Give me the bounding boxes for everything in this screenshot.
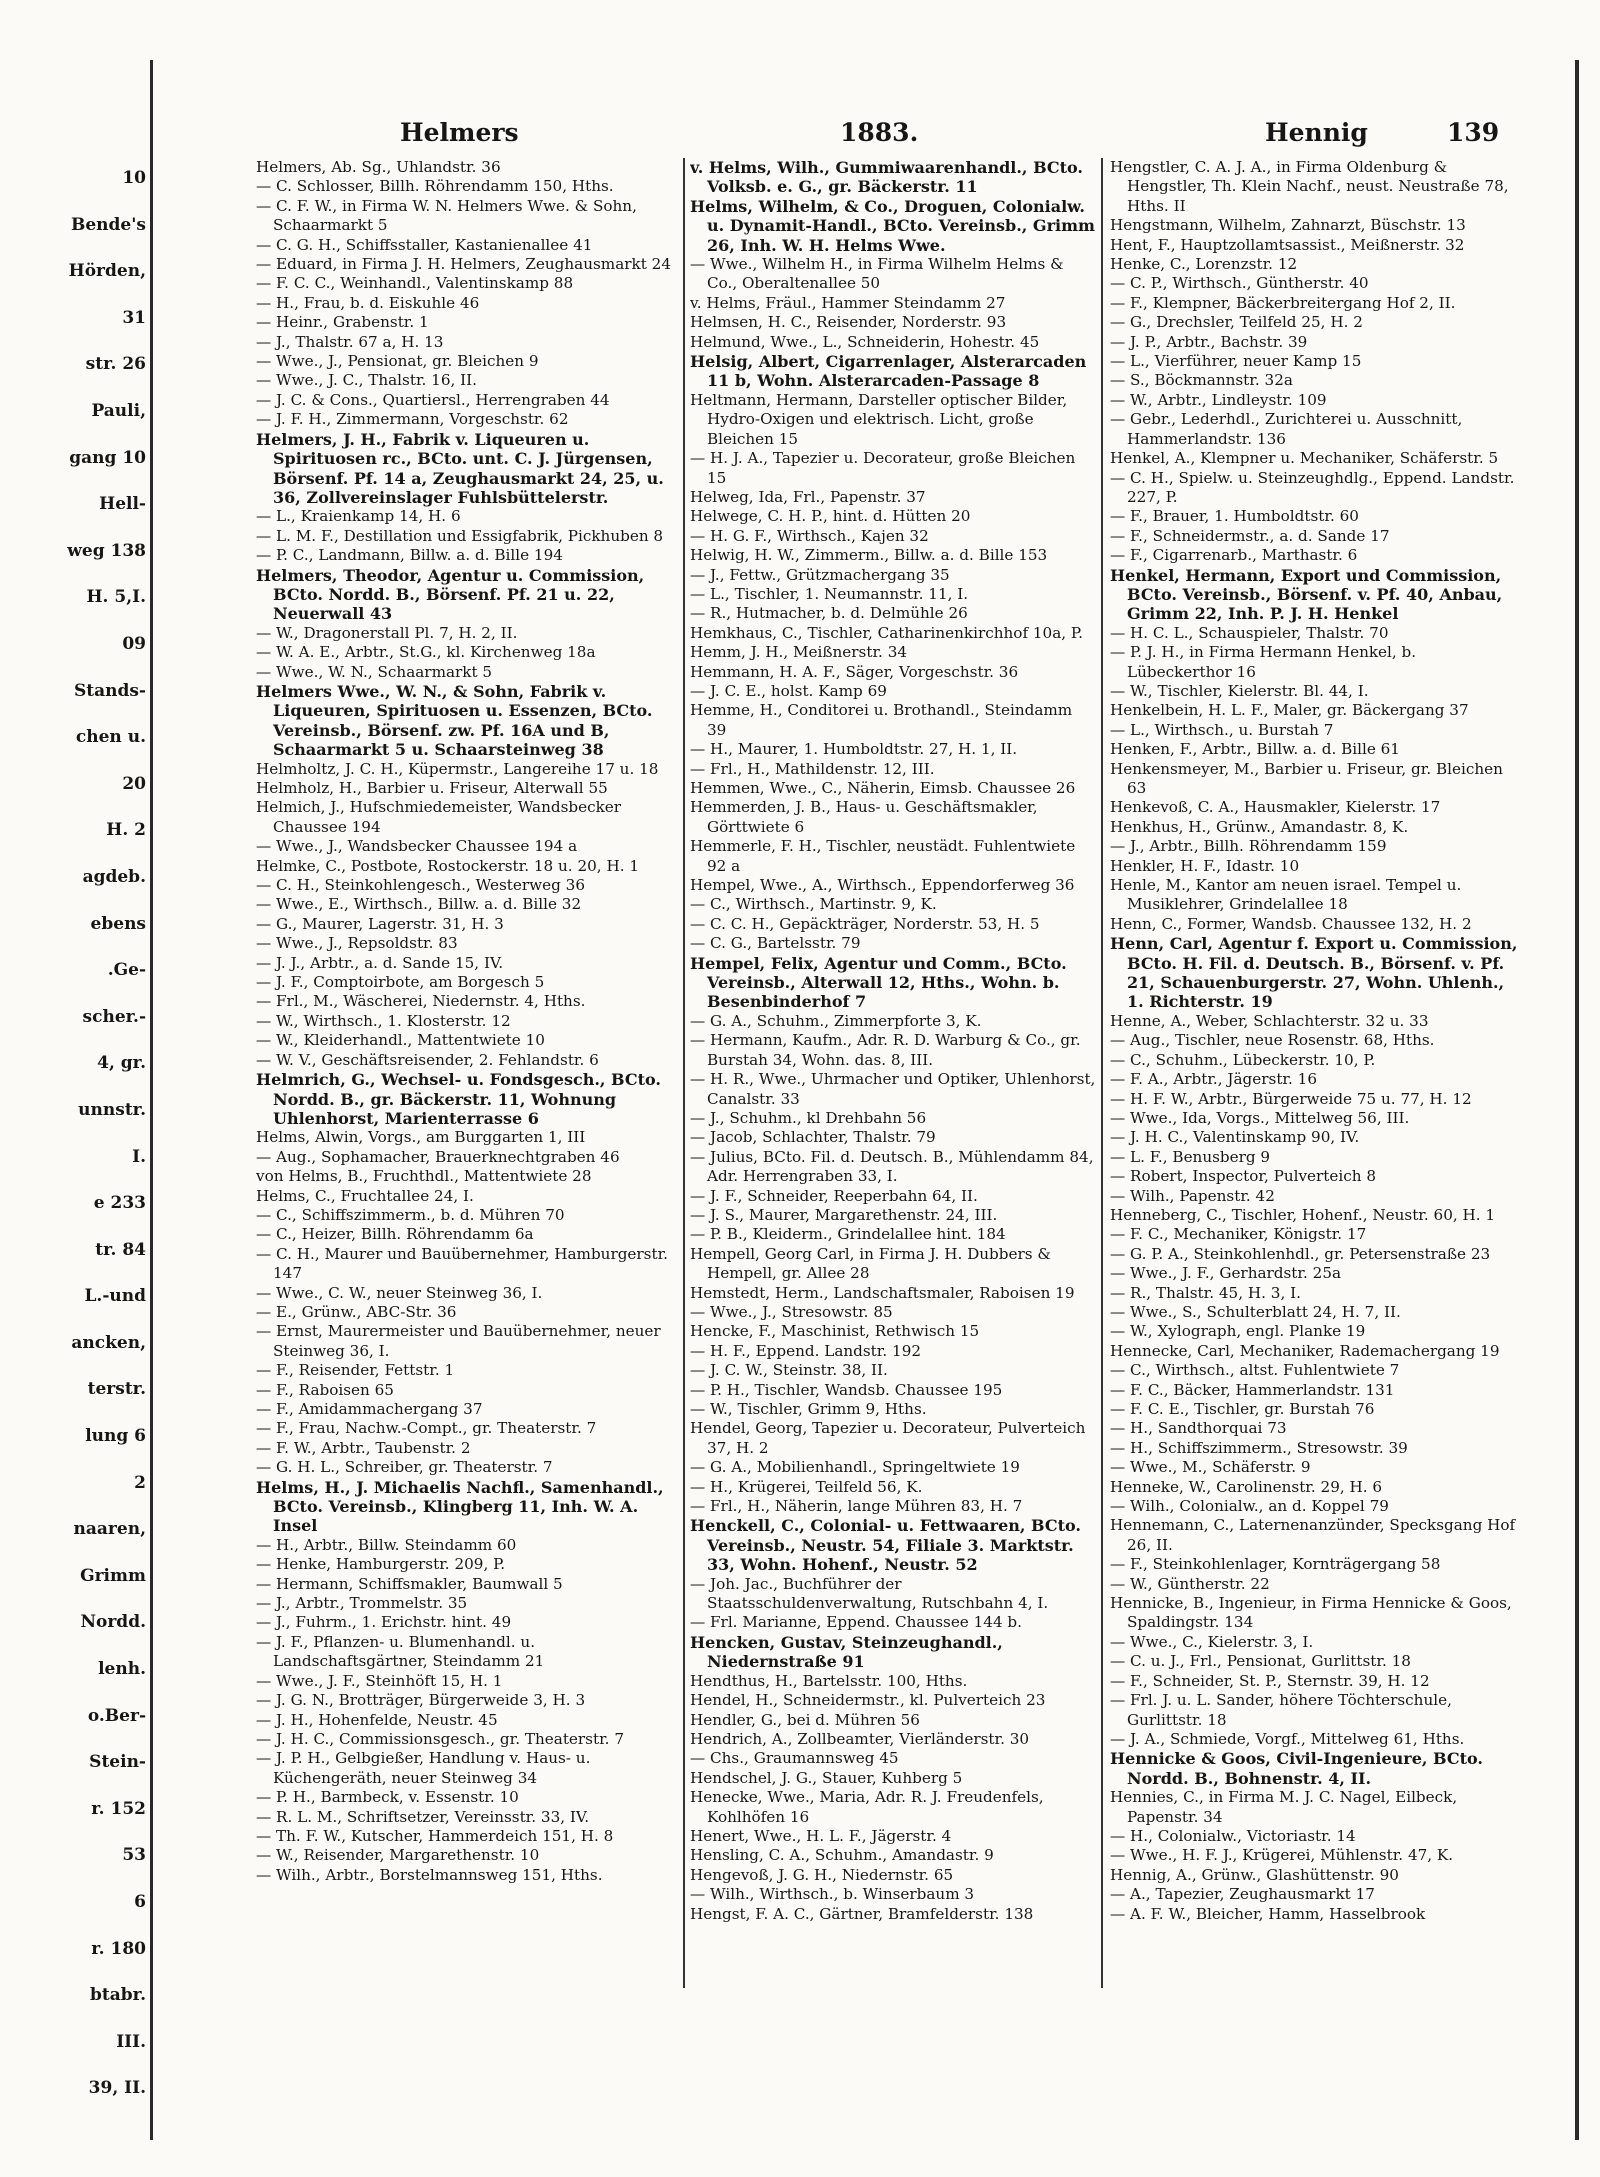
- directory-entry: Hengstler, C. A. J. A., in Firma Oldenburg & Hengstler, Th. Klein Nachf., neust. Neustraße 78, Hths. II: [1110, 158, 1509, 215]
- directory-entry: — A. F. W., Bleicher, Hamm, Hasselbrook: [1110, 1904, 1426, 1923]
- previous-page-fragment: unnstr.: [78, 1100, 146, 1120]
- previous-page-fragment: 20: [122, 774, 146, 794]
- directory-entry: — G. A., Mobilienhandl., Springeltwiete 19: [690, 1458, 1020, 1477]
- directory-entry: — J. H., Hohenfelde, Neustr. 45: [256, 1710, 498, 1729]
- directory-entry: — H., Arbtr., Billw. Steindamm 60: [256, 1535, 517, 1554]
- directory-entry: — Wilh., Colonialw., an d. Koppel 79: [1110, 1497, 1389, 1516]
- directory-entry: — Wwe., J., Repsoldstr. 83: [256, 934, 458, 953]
- directory-entry: — L. F., Benusberg 9: [1110, 1147, 1271, 1166]
- previous-page-fragment: btabr.: [90, 1985, 146, 2005]
- directory-entry: Helmund, Wwe., L., Schneiderin, Hohestr. 45: [690, 332, 1040, 351]
- directory-entry: Hennecke, Carl, Mechaniker, Rademachergang 19: [1110, 1341, 1500, 1360]
- header-left-keyword: Helmers: [400, 118, 519, 147]
- directory-entry: — E., Grünw., ABC-Str. 36: [256, 1302, 457, 1321]
- directory-entry: Hennig, A., Grünw., Glashüttenstr. 90: [1110, 1865, 1399, 1884]
- directory-entry: Helmrich, G., Wechsel- u. Fondsgesch., BCto. Nordd. B., gr. Bäckerstr. 11, Wohnung Uhlenhorst, Marienterrasse 6: [256, 1070, 661, 1128]
- directory-entry: — J. F., Schneider, Reeperbahn 64, II.: [690, 1186, 978, 1205]
- directory-entry: Helmsen, H. C., Reisender, Norderstr. 93: [690, 313, 1007, 332]
- directory-column-2: [690, 158, 1096, 1988]
- directory-entry: Helsig, Albert, Cigarrenlager, Alsterarcaden 11 b, Wohn. Alsterarcaden-Passage 8: [690, 352, 1087, 391]
- directory-entry: — Wwe., M., Schäferstr. 9: [1110, 1458, 1311, 1477]
- directory-entry: — Frl., M., Wäscherei, Niedernstr. 4, Hths.: [256, 992, 586, 1011]
- directory-entry: — R. L. M., Schriftsetzer, Vereinsstr. 33, IV.: [256, 1807, 590, 1826]
- directory-entry: Hennies, C., in Firma M. J. C. Nagel, Eilbeck, Papenstr. 34: [1110, 1788, 1458, 1826]
- directory-entry: — F., Reisender, Fettstr. 1: [256, 1361, 455, 1380]
- directory-entry: — J., Schuhm., kl Drehbahn 56: [690, 1108, 927, 1127]
- previous-page-fragment: H. 2: [106, 820, 146, 840]
- previous-page-fragment: naaren,: [73, 1519, 146, 1539]
- directory-entry: — Aug., Sophamacher, Brauerknechtgraben 46: [256, 1147, 620, 1166]
- directory-entry: — Hermann, Kaufm., Adr. R. D. Warburg & Co., gr. Burstah 34, Wohn. das. 8, III.: [690, 1031, 1081, 1069]
- directory-entry: Hendler, G., bei d. Mühren 56: [690, 1710, 920, 1729]
- directory-entry: — J., Thalstr. 67 a, H. 13: [256, 332, 444, 351]
- directory-entry: — Aug., Tischler, neue Rosenstr. 68, Hths.: [1110, 1031, 1435, 1050]
- directory-entry: — C. F. W., in Firma W. N. Helmers Wwe. & Sohn, Schaarmarkt 5: [256, 196, 637, 235]
- directory-entry: — Hermann, Schiffsmakler, Baumwall 5: [256, 1574, 563, 1593]
- directory-entry: — F., Schneider, St. P., Sternstr. 39, H. 12: [1110, 1671, 1430, 1690]
- directory-entry: Hempel, Wwe., A., Wirthsch., Eppendorferweg 36: [690, 876, 1075, 895]
- directory-entry: Hendrich, A., Zollbeamter, Vierländerstr. 30: [690, 1729, 1030, 1748]
- directory-entry: — J. A., Schmiede, Vorgf., Mittelweg 61, Hths.: [1110, 1729, 1465, 1748]
- directory-entry: — F., Schneidermstr., a. d. Sande 17: [1110, 526, 1390, 545]
- directory-entry: Helmers, Ab. Sg., Uhlandstr. 36: [256, 158, 501, 176]
- previous-page-fragment: lenh.: [98, 1659, 146, 1679]
- directory-entry: — P. J. H., in Firma Hermann Henkel, b. Lübeckerthor 16: [1110, 643, 1417, 681]
- previous-page-fragment: .Ge-: [107, 960, 146, 980]
- directory-entry: — H., Colonialw., Victoriastr. 14: [1110, 1826, 1356, 1845]
- column-divider: [1101, 158, 1103, 1988]
- directory-entry: — J. F. H., Zimmermann, Vorgeschstr. 62: [256, 410, 569, 429]
- directory-entry: — Wwe., C. W., neuer Steinweg 36, I.: [256, 1283, 543, 1302]
- directory-entry: Henckell, C., Colonial- u. Fettwaaren, BCto. Vereinsb., Neustr. 54, Filiale 3. Marktstr. 33, Wohn. Hohenf., Neustr. 52: [690, 1516, 1081, 1575]
- directory-entry: — Wwe., Ida, Vorgs., Mittelweg 56, III.: [1110, 1108, 1410, 1127]
- directory-entry: — J. H. C., Valentinskamp 90, IV.: [1110, 1128, 1360, 1147]
- previous-page-fragment: weg 138: [67, 541, 146, 561]
- directory-entry: Hemme, H., Conditorei u. Brothandl., Steindamm 39: [690, 701, 1073, 739]
- previous-page-fragment: 4, gr.: [97, 1053, 146, 1073]
- directory-entry: Helmers, J. H., Fabrik v. Liqueuren u. Spirituosen rc., BCto. unt. C. J. Jürgensen, Börsenf. Pf. 14 a, Zeughausmarkt 24, 25, u. 36, Zollvereinslager Fuhlsbüttelerstr.: [256, 429, 664, 507]
- directory-entry: Helms, H., J. Michaelis Nachfl., Samenhandl., BCto. Vereinsb., Klingberg 11, Inh. W. A. Insel: [256, 1477, 664, 1536]
- directory-entry: — Wwe., J. F., Steinhöft 15, H. 1: [256, 1671, 503, 1690]
- directory-entry: Hendschel, J. G., Stauer, Kuhberg 5: [690, 1768, 963, 1787]
- directory-entry: Helmholtz, J. C. H., Küpermstr., Langereihe 17 u. 18: [256, 759, 659, 778]
- directory-entry: — W., Tischler, Grimm 9, Hths.: [690, 1400, 927, 1418]
- previous-page-fragment: Hell-: [99, 494, 146, 514]
- previous-page-fragment: 31: [122, 308, 146, 328]
- directory-entry: — J. S., Maurer, Margarethenstr. 24, III.: [690, 1205, 998, 1224]
- directory-entry: — P. H., Barmbeck, v. Essenstr. 10: [256, 1788, 519, 1807]
- directory-entry: — Wwe., E., Wirthsch., Billw. a. d. Bille 32: [256, 895, 582, 914]
- previous-page-fragment: Nordd.: [80, 1612, 146, 1632]
- directory-entry: Henkler, H. F., Idastr. 10: [1110, 856, 1300, 875]
- directory-entry: — J., Arbtr., Trommelstr. 35: [256, 1594, 468, 1613]
- directory-entry: Hennicke, B., Ingenieur, in Firma Hennicke & Goos, Spaldingstr. 134: [1110, 1594, 1512, 1632]
- page-edge-rule: [1575, 60, 1579, 2140]
- directory-entry: — C. P., Wirthsch., Güntherstr. 40: [1110, 274, 1369, 293]
- directory-entry: — H. C. L., Schauspieler, Thalstr. 70: [1110, 623, 1389, 642]
- directory-entry: — F., Frau, Nachw.-Compt., gr. Theaterstr. 7: [256, 1419, 597, 1438]
- directory-entry: — W., Arbtr., Lindleystr. 109: [1110, 390, 1327, 409]
- directory-entry: Henkevoß, C. A., Hausmakler, Kielerstr. 17: [1110, 798, 1441, 817]
- directory-entry: — W. V., Geschäftsreisender, 2. Fehlandstr. 6: [256, 1050, 599, 1069]
- directory-entry: — Ernst, Maurermeister und Bauübernehmer, neuer Steinweg 36, I.: [256, 1322, 661, 1360]
- previous-page-fragment: r. 152: [91, 1799, 146, 1819]
- directory-entry: — F., Amidammachergang 37: [256, 1400, 483, 1418]
- directory-entry: — F., Klempner, Bäckerbreitergang Hof 2, II.: [1110, 293, 1456, 312]
- directory-entry: — J. J., Arbtr., a. d. Sande 15, IV.: [256, 953, 504, 972]
- directory-entry: — F., Brauer, 1. Humboldtstr. 60: [1110, 507, 1359, 526]
- directory-entry: — W., Reisender, Margarethenstr. 10: [256, 1846, 540, 1865]
- directory-entry: Henne, A., Weber, Schlachterstr. 32 u. 33: [1110, 1011, 1429, 1030]
- header-year: 1883.: [840, 118, 919, 147]
- directory-entry: — J., Fuhrm., 1. Erichstr. hint. 49: [256, 1613, 512, 1632]
- directory-entry: Hemstedt, Herm., Landschaftsmaler, Raboisen 19: [690, 1283, 1075, 1302]
- directory-entry: — F., Cigarrenarb., Marthastr. 6: [1110, 546, 1358, 565]
- directory-entry: Helmers, Theodor, Agentur u. Commission, BCto. Nordd. B., Börsenf. Pf. 21 u. 22, Neuerwall 43: [256, 565, 645, 624]
- directory-entry: — C., Schiffszimmerm., b. d. Mühren 70: [256, 1205, 565, 1224]
- directory-entry: Henn, C., Former, Wandsb. Chaussee 132, H. 2: [1110, 914, 1472, 933]
- directory-entry: — W., Wirthsch., 1. Klosterstr. 12: [256, 1011, 511, 1030]
- directory-column-3: [1110, 158, 1520, 1988]
- directory-entry: Henecke, Wwe., Maria, Adr. R. J. Freudenfels, Kohlhöfen 16: [690, 1788, 1044, 1826]
- directory-entry: — F., Raboisen 65: [256, 1380, 394, 1399]
- directory-entry: — J. P., Arbtr., Bachstr. 39: [1110, 332, 1308, 351]
- directory-entry: Helweg, Ida, Frl., Papenstr. 37: [690, 487, 926, 506]
- directory-entry: — C. H., Spielw. u. Steinzeughdlg., Eppend. Landstr. 227, P.: [1110, 468, 1515, 506]
- directory-entry: — F. C. E., Tischler, gr. Burstah 76: [1110, 1400, 1375, 1418]
- directory-entry: — J. F., Pflanzen- u. Blumenhandl. u. Landschaftsgärtner, Steindamm 21: [256, 1632, 545, 1671]
- previous-page-fragment: 39, II.: [88, 2078, 146, 2098]
- directory-entry: Heltmann, Hermann, Darsteller optischer Bilder, Hydro-Oxigen und elektrisch. Licht, große Bleichen 15: [690, 390, 1068, 448]
- directory-entry: — C. H., Maurer und Bauübernehmer, Hamburgerstr. 147: [256, 1244, 668, 1283]
- directory-entry: — G. H. L., Schreiber, gr. Theaterstr. 7: [256, 1458, 553, 1477]
- directory-entry: v. Helms, Wilh., Gummiwaarenhandl., BCto. Volksb. e. G., gr. Bäckerstr. 11: [690, 158, 1083, 197]
- directory-entry: — Eduard, in Firma J. H. Helmers, Zeughausmarkt 24: [256, 255, 671, 274]
- directory-entry: — H., Schiffszimmerm., Stresowstr. 39: [1110, 1438, 1408, 1457]
- directory-entry: — H. F., Eppend. Landstr. 192: [690, 1341, 922, 1360]
- directory-entry: — J., Arbtr., Billh. Röhrendamm 159: [1110, 837, 1387, 856]
- directory-entry: Helmke, C., Postbote, Rostockerstr. 18 u. 20, H. 1: [256, 856, 640, 875]
- previous-page-fragment: I.: [132, 1147, 146, 1167]
- directory-entry: Helms, Alwin, Vorgs., am Burggarten 1, III: [256, 1128, 586, 1147]
- directory-entry: Hengevoß, J. G. H., Niedernstr. 65: [690, 1865, 954, 1884]
- directory-entry: — Wwe., Wilhelm H., in Firma Wilhelm Helms & Co., Oberaltenallee 50: [690, 255, 1064, 293]
- directory-entry: — R., Hutmacher, b. d. Delmühle 26: [690, 604, 968, 623]
- previous-page-fragment: Stein-: [89, 1752, 146, 1772]
- directory-entry: — Wilh., Arbtr., Borstelmannsweg 151, Hths.: [256, 1865, 603, 1884]
- previous-page-fragment: Hörden,: [68, 261, 146, 281]
- directory-entry: — Heinr., Grabenstr. 1: [256, 313, 429, 332]
- directory-entry: Henkhus, H., Grünw., Amandastr. 8, K.: [1110, 817, 1409, 836]
- previous-page-fragment: terstr.: [87, 1379, 146, 1399]
- directory-entry: Hendel, Georg, Tapezier u. Decorateur, Pulverteich 37, H. 2: [690, 1419, 1086, 1457]
- directory-entry: — Wwe., J., Wandsbecker Chaussee 194 a: [256, 837, 578, 856]
- directory-entry: Helwege, C. H. P., hint. d. Hütten 20: [690, 507, 971, 526]
- column-divider: [683, 158, 685, 1988]
- directory-entry: Henkensmeyer, M., Barbier u. Friseur, gr. Bleichen 63: [1110, 759, 1503, 797]
- directory-entry: Hemmerden, J. B., Haus- u. Geschäftsmakler, Görttwiete 6: [690, 798, 1038, 836]
- directory-entry: Henke, C., Lorenzstr. 12: [1110, 255, 1298, 274]
- previous-page-fragment: 09: [122, 634, 146, 654]
- directory-entry: — Frl., H., Mathildenstr. 12, III.: [690, 759, 935, 778]
- directory-entry: — J. C. E., holst. Kamp 69: [690, 681, 887, 700]
- directory-entry: von Helms, B., Fruchthdl., Mattentwiete 28: [256, 1167, 592, 1186]
- directory-entry: — Wwe., W. N., Schaarmarkt 5: [256, 662, 493, 681]
- directory-entry: — Wwe., J., Pensionat, gr. Bleichen 9: [256, 352, 539, 371]
- directory-entry: Henn, Carl, Agentur f. Export u. Commission, BCto. H. Fil. d. Deutsch. B., Börsenf. v. Pf. 21, Schauenburgerstr. 27, Wohn. Uhlenh., 1. Richterstr. 19: [1110, 934, 1518, 1012]
- directory-entry: Henneke, W., Carolinenstr. 29, H. 6: [1110, 1477, 1383, 1496]
- previous-page-fragment: tr. 84: [95, 1240, 146, 1260]
- directory-entry: Hemm, J. H., Meißnerstr. 34: [690, 643, 908, 662]
- directory-entry: — H., Sandthorquai 73: [1110, 1419, 1287, 1438]
- directory-entry: — P. B., Kleiderm., Grindelallee hint. 184: [690, 1225, 1006, 1244]
- directory-entry: — L. M. F., Destillation und Essigfabrik, Pickhuben 8: [256, 526, 664, 545]
- directory-entry: Hempell, Georg Carl, in Firma J. H. Dubbers & Hempell, gr. Allee 28: [690, 1244, 1051, 1283]
- directory-entry: — Wwe., J. F., Gerhardstr. 25a: [1110, 1264, 1342, 1283]
- previous-page-fragment: gang 10: [69, 448, 146, 468]
- directory-entry: — G. P. A., Steinkohlenhdl., gr. Petersenstraße 23: [1110, 1244, 1491, 1263]
- directory-entry: — W., Güntherstr. 22: [1110, 1574, 1270, 1593]
- directory-entry: — R., Thalstr. 45, H. 3, I.: [1110, 1283, 1301, 1302]
- directory-entry: — J. P. H., Gelbgießer, Handlung v. Haus- u. Küchengeräth, neuer Steinweg 34: [256, 1749, 591, 1787]
- directory-entry: Helmholz, H., Barbier u. Friseur, Alterwall 55: [256, 779, 608, 797]
- previous-page-fragment: agdeb.: [82, 867, 146, 887]
- directory-entry: — Frl. Marianne, Eppend. Chaussee 144 b.: [690, 1613, 1022, 1632]
- directory-entry: — C. G. H., Schiffsstaller, Kastanienallee 41: [256, 235, 593, 254]
- previous-page-fragment: str. 26: [85, 354, 146, 374]
- directory-entry: Helmich, J., Hufschmiedemeister, Wandsbecker Chaussee 194: [256, 798, 622, 836]
- directory-entry: — P. C., Landmann, Billw. a. d. Bille 194: [256, 546, 563, 565]
- directory-entry: Hennicke & Goos, Civil-Ingenieure, BCto. Nordd. B., Bohnenstr. 4, II.: [1110, 1749, 1483, 1788]
- directory-entry: Henle, M., Kantor am neuen israel. Tempel u. Musiklehrer, Grindelallee 18: [1110, 876, 1462, 914]
- directory-entry: — Wwe., H. F. J., Krügerei, Mühlenstr. 47, K.: [1110, 1846, 1454, 1865]
- previous-page-fragment: lung 6: [85, 1426, 146, 1446]
- directory-entry: Henert, Wwe., H. L. F., Jägerstr. 4: [690, 1826, 952, 1845]
- directory-entry: — L., Vierführer, neuer Kamp 15: [1110, 352, 1362, 371]
- directory-entry: Hemmerle, F. H., Tischler, neustädt. Fuhlentwiete 92 a: [690, 837, 1076, 875]
- previous-page-fragment: ancken,: [71, 1333, 146, 1353]
- directory-entry: — H. R., Wwe., Uhrmacher und Optiker, Uhlenhorst, Canalstr. 33: [690, 1070, 1096, 1108]
- directory-entry: — Robert, Inspector, Pulverteich 8: [1110, 1167, 1377, 1186]
- directory-entry: Henkelbein, H. L. F., Maler, gr. Bäckergang 37: [1110, 701, 1469, 720]
- directory-entry: v. Helms, Fräul., Hammer Steindamm 27: [690, 293, 1006, 312]
- directory-entry: — G., Drechsler, Teilfeld 25, H. 2: [1110, 313, 1363, 332]
- previous-page-fragment: L.-und: [84, 1286, 146, 1306]
- directory-entry: — A., Tapezier, Zeughausmarkt 17: [1110, 1885, 1375, 1904]
- directory-entry: — Henke, Hamburgerstr. 209, P.: [256, 1555, 506, 1574]
- directory-entry: — H. F. W., Arbtr., Bürgerweide 75 u. 77, H. 12: [1110, 1089, 1472, 1108]
- directory-entry: — H., Krügerei, Teilfeld 56, K.: [690, 1477, 923, 1496]
- directory-entry: Hencken, Gustav, Steinzeughandl., Niedernstraße 91: [690, 1632, 1003, 1672]
- directory-entry: — W., Kleiderhandl., Mattentwiete 10: [256, 1031, 545, 1050]
- previous-page-fragment: ebens: [90, 914, 146, 934]
- directory-entry: Helms, C., Fruchtallee 24, I.: [256, 1186, 474, 1205]
- directory-entry: — J. G. N., Brotträger, Bürgerweide 3, H. 3: [256, 1691, 586, 1710]
- directory-entry: — L., Kraienkamp 14, H. 6: [256, 507, 461, 526]
- directory-entry: — Wwe., S., Schulterblatt 24, H. 7, II.: [1110, 1302, 1401, 1321]
- directory-entry: Hencke, F., Maschinist, Rethwisch 15: [690, 1322, 980, 1341]
- directory-entry: — F. C. C., Weinhandl., Valentinskamp 88: [256, 274, 574, 293]
- directory-entry: Henkel, Hermann, Export und Commission, BCto. Vereinsb., Börsenf. v. Pf. 40, Anbau, Grimm 22, Inh. P. J. H. Henkel: [1110, 565, 1503, 624]
- directory-entry: — H., Frau, b. d. Eiskuhle 46: [256, 293, 480, 312]
- directory-entry: — C., Wirthsch., altst. Fuhlentwiete 7: [1110, 1361, 1400, 1380]
- directory-entry: — P. H., Tischler, Wandsb. Chaussee 195: [690, 1380, 1003, 1399]
- directory-entry: — F. C., Mechaniker, Königstr. 17: [1110, 1225, 1367, 1244]
- directory-entry: — Jacob, Schlachter, Thalstr. 79: [690, 1128, 936, 1147]
- directory-entry: Hemmen, Wwe., C., Näherin, Eimsb. Chaussee 26: [690, 779, 1076, 797]
- directory-entry: — F. C., Bäcker, Hammerlandstr. 131: [1110, 1380, 1395, 1399]
- header-right-keyword: Hennig: [1265, 118, 1368, 147]
- directory-entry: Hennemann, C., Laternenanzünder, Specksgang Hof 26, II.: [1110, 1516, 1516, 1554]
- previous-page-fragment: Grimm: [80, 1566, 146, 1586]
- directory-entry: — W. A. E., Arbtr., St.G., kl. Kirchenweg 18a: [256, 643, 596, 662]
- directory-entry: — F. W., Arbtr., Taubenstr. 2: [256, 1438, 471, 1457]
- directory-entry: — Frl. J. u. L. Sander, höhere Töchterschule, Gurlittstr. 18: [1110, 1691, 1452, 1729]
- directory-entry: — Julius, BCto. Fil. d. Deutsch. B., Mühlendamm 84, Adr. Herrengraben 33, I.: [690, 1147, 1094, 1186]
- previous-page-edge: [0, 60, 153, 2140]
- previous-page-fragment: Pauli,: [91, 401, 146, 421]
- directory-entry: — J. C. & Cons., Quartiersl., Herrengraben 44: [256, 390, 610, 409]
- directory-entry: — Gebr., Lederhdl., Zurichterei u. Ausschnitt, Hammerlandstr. 136: [1110, 410, 1463, 448]
- previous-page-fragment: o.Ber-: [87, 1706, 146, 1726]
- directory-entry: — G. A., Schuhm., Zimmerpforte 3, K.: [690, 1011, 982, 1030]
- directory-entry: Hempel, Felix, Agentur und Comm., BCto. Vereinsb., Alterwall 12, Hths., Wohn. b. Besenbinderhof 7: [690, 953, 1067, 1012]
- directory-entry: — C., Wirthsch., Martinstr. 9, K.: [690, 895, 937, 914]
- directory-column-1: [256, 158, 676, 1988]
- previous-page-fragment: 53: [122, 1845, 146, 1865]
- directory-entry: Henneberg, C., Tischler, Hohenf., Neustr. 60, H. 1: [1110, 1205, 1496, 1224]
- directory-entry: Hendel, H., Schneidermstr., kl. Pulverteich 23: [690, 1691, 1046, 1710]
- directory-entry: Helmers Wwe., W. N., & Sohn, Fabrik v. Liqueuren, Spirituosen u. Essenzen, BCto. Vereinsb., Börsenf. zw. Pf. 16A und B, Schaarmarkt 5 u. Schaarsteinweg 38: [256, 681, 653, 760]
- previous-page-fragment: III.: [116, 2032, 146, 2052]
- directory-entry: Henken, F., Arbtr., Billw. a. d. Bille 61: [1110, 740, 1400, 759]
- previous-page-fragment: 10: [122, 168, 146, 188]
- directory-entry: Hengstmann, Wilhelm, Zahnarzt, Büschstr. 13: [1110, 216, 1466, 235]
- directory-entry: — H. G. F., Wirthsch., Kajen 32: [690, 526, 929, 545]
- directory-entry: — W., Dragonerstall Pl. 7, H. 2, II.: [256, 623, 518, 642]
- directory-entry: — C., Schuhm., Lübeckerstr. 10, P.: [1110, 1050, 1376, 1069]
- previous-page-fragment: 6: [134, 1892, 146, 1912]
- directory-entry: — L., Tischler, 1. Neumannstr. 11, I.: [690, 584, 969, 603]
- directory-entry: Helms, Wilhelm, & Co., Droguen, Colonialw. u. Dynamit-Handl., BCto. Vereinsb., Grimm 26, Inh. W. H. Helms Wwe.: [690, 196, 1095, 255]
- previous-page-fragment: r. 180: [91, 1939, 146, 1959]
- directory-entry: — Wilh., Papenstr. 42: [1110, 1186, 1275, 1205]
- previous-page-fragment: 2: [134, 1473, 146, 1493]
- directory-entry: Henkel, A., Klempner u. Mechaniker, Schäferstr. 5: [1110, 449, 1499, 468]
- directory-entry: — Frl., H., Näherin, lange Mühren 83, H. 7: [690, 1497, 1023, 1516]
- previous-page-fragment: scher.-: [82, 1007, 146, 1027]
- page-number: 139: [1447, 118, 1500, 147]
- directory-entry: — C., Heizer, Billh. Röhrendamm 6a: [256, 1225, 534, 1244]
- directory-entry: Hengst, F. A. C., Gärtner, Bramfelderstr. 138: [690, 1904, 1034, 1923]
- directory-entry: — C. C. H., Gepäckträger, Norderstr. 53, H. 5: [690, 914, 1040, 933]
- previous-page-fragment: H. 5,I.: [86, 587, 146, 607]
- directory-entry: — H., Maurer, 1. Humboldtstr. 27, H. 1, II.: [690, 740, 1018, 759]
- directory-entry: — Th. F. W., Kutscher, Hammerdeich 151, H. 8: [256, 1826, 614, 1845]
- previous-page-fragment: Stands-: [73, 681, 146, 701]
- directory-entry: — J. F., Comptoirbote, am Borgesch 5: [256, 973, 545, 992]
- directory-entry: — Wwe., J., Stresowstr. 85: [690, 1302, 893, 1321]
- directory-entry: — J. H. C., Commissionsgesch., gr. Theaterstr. 7: [256, 1729, 624, 1748]
- directory-entry: — Joh. Jac., Buchführer der Staatsschuldenverwaltung, Rutschbahn 4, I.: [690, 1574, 1049, 1613]
- directory-entry: — C. Schlosser, Billh. Röhrendamm 150, Hths.: [256, 177, 614, 196]
- directory-entry: — W., Xylograph, engl. Planke 19: [1110, 1322, 1366, 1341]
- previous-page-fragment: chen u.: [75, 727, 146, 747]
- directory-entry: Hemkhaus, C., Tischler, Catharinenkirchhof 10a, P.: [690, 623, 1083, 642]
- directory-entry: Hensling, C. A., Schuhm., Amandastr. 9: [690, 1846, 994, 1865]
- directory-entry: — H. J. A., Tapezier u. Decorateur, große Bleichen 15: [690, 449, 1076, 487]
- directory-entry: — Wilh., Wirthsch., b. Winserbaum 3: [690, 1885, 975, 1904]
- directory-entry: — C. H., Steinkohlengesch., Westerweg 36: [256, 876, 586, 895]
- directory-entry: — Wwe., J. C., Thalstr. 16, II.: [256, 371, 477, 390]
- directory-entry: — Chs., Graumannsweg 45: [690, 1749, 899, 1768]
- directory-entry: — G., Maurer, Lagerstr. 31, H. 3: [256, 914, 504, 933]
- directory-entry: Helwig, H. W., Zimmerm., Billw. a. d. Bille 153: [690, 546, 1048, 565]
- previous-page-fragment: Bende's: [70, 215, 146, 235]
- directory-entry: — F. A., Arbtr., Jägerstr. 16: [1110, 1070, 1317, 1089]
- directory-entry: — J. C. W., Steinstr. 38, II.: [690, 1361, 888, 1380]
- directory-entry: — J., Fettw., Grützmachergang 35: [690, 565, 950, 584]
- directory-entry: — F., Steinkohlenlager, Kornträgergang 58: [1110, 1555, 1441, 1574]
- directory-entry: Hemmann, H. A. F., Säger, Vorgeschstr. 36: [690, 662, 1019, 681]
- directory-entry: — Wwe., C., Kielerstr. 3, I.: [1110, 1632, 1314, 1651]
- directory-entry: — W., Tischler, Kielerstr. Bl. 44, I.: [1110, 681, 1369, 700]
- directory-entry: Hent, F., Hauptzollamtsassist., Meißnerstr. 32: [1110, 235, 1465, 254]
- previous-page-fragment: e 233: [93, 1193, 146, 1213]
- directory-entry: — S., Böckmannstr. 32a: [1110, 371, 1293, 390]
- directory-entry: Hendthus, H., Bartelsstr. 100, Hths.: [690, 1671, 968, 1690]
- directory-entry: — C. G., Bartelsstr. 79: [690, 934, 861, 953]
- directory-entry: — L., Wirthsch., u. Burstah 7: [1110, 720, 1334, 739]
- directory-entry: — C. u. J., Frl., Pensionat, Gurlittstr. 18: [1110, 1652, 1411, 1671]
